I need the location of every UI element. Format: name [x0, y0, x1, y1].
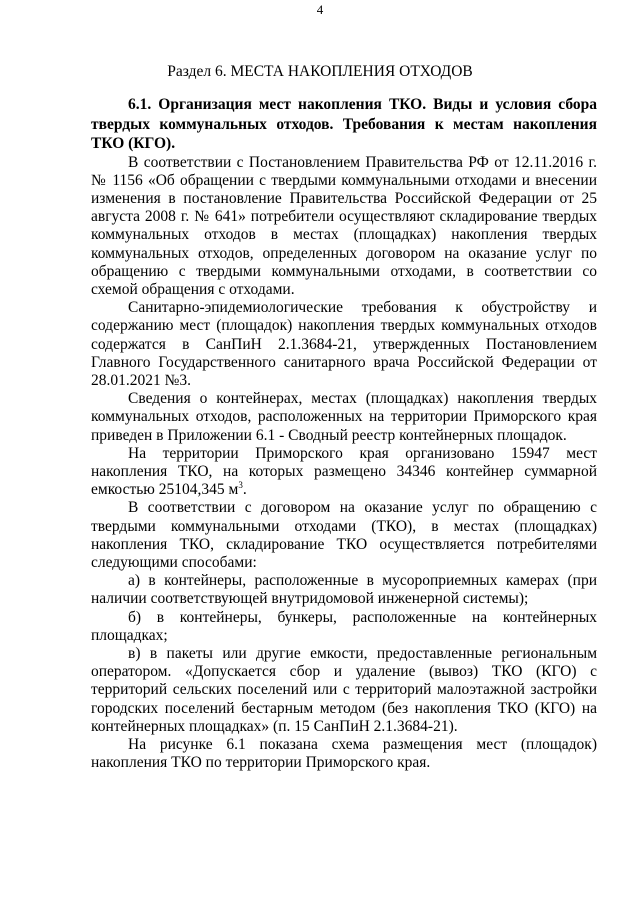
subsection-heading: 6.1. Организация мест накопления ТКО. Виды и условия сбора твердых коммунальных отходов. Требования к местам накопления ТКО (КГО).	[91, 96, 597, 152]
paragraph-figure-reference: На рисунке 6.1 показана схема размещения мест (площадок) накопления ТКО по территории Приморского края.	[91, 736, 597, 772]
volume-end: .	[242, 481, 247, 499]
paragraph-registry-info: Сведения о контейнерах, местах (площадках) накопления твердых коммунальных отходов, расположенных на территории Приморского края приведен в Приложении 6.1 - Сводный реестр контейнерных площадок.	[91, 390, 597, 444]
paragraph-storage-methods: В соответствии с договором на оказание услуг по обращению с твердыми коммунальными отходами (ТКО), в местах (площадках) накопления ТКО, складирование ТКО осуществляется потребителями следующими способами:	[91, 499, 597, 571]
paragraph-decree: В соответствии с Постановлением Правительства РФ от 12.11.2016 г. № 1156 «Об обращении с твердыми коммунальными отходами и внесении изменения в постановление Правительства Российской Федерации от 25 августа 2008 г. № 641» потребители осуществляют складирование твердых коммунальных отходов в местах (площадках) накопления твердых коммунальных отходов, определенных договором на оказание услуг по обращению с твердыми коммунальными отходами, в соответствии со схемой обращения с отходами.	[91, 153, 597, 298]
section-title: Раздел 6. МЕСТА НАКОПЛЕНИЯ ОТХОДОВ	[167, 63, 473, 80]
list-item-c: в) в пакеты или другие емкости, предоставленные региональным оператором. «Допускается сбор и удаление (вывоз) ТКО (КГО) с территорий сельских поселений или с территорий малоэтажной застройки городских поселений бестарным методом (без накопления ТКО (КГО) на контейнерных площадках» (п. 15 СанПиН 2.1.3684-21).	[91, 644, 597, 735]
page-number: 4	[316, 2, 324, 17]
volume-text: На территории Приморского края организовано 15947 мест накопления ТКО, на которых размещено 34346 контейнер суммарной емкостью 25104,345 м	[91, 444, 597, 499]
paragraph-sanitary-requirements: Санитарно-эпидемиологические требования к обустройству и содержанию мест (площадок) накопления твердых коммунальных отходов содержатся в СанПиН 2.1.3684-21, утвержденных Постановлением Главного Государственного санитарного врача Российской Федерации от 28.01.2021 №3.	[91, 299, 597, 389]
volume-unit-superscript: 3	[238, 480, 243, 490]
list-item-b: б) в контейнеры, бункеры, расположенные на контейнерных площадках;	[91, 608, 597, 644]
paragraph-container-volume	[91, 445, 597, 500]
list-item-a: а) в контейнеры, расположенные в мусороприемных камерах (при наличии соответствующей внутридомовой инженерной системы);	[91, 572, 597, 608]
document-body	[91, 95, 597, 772]
